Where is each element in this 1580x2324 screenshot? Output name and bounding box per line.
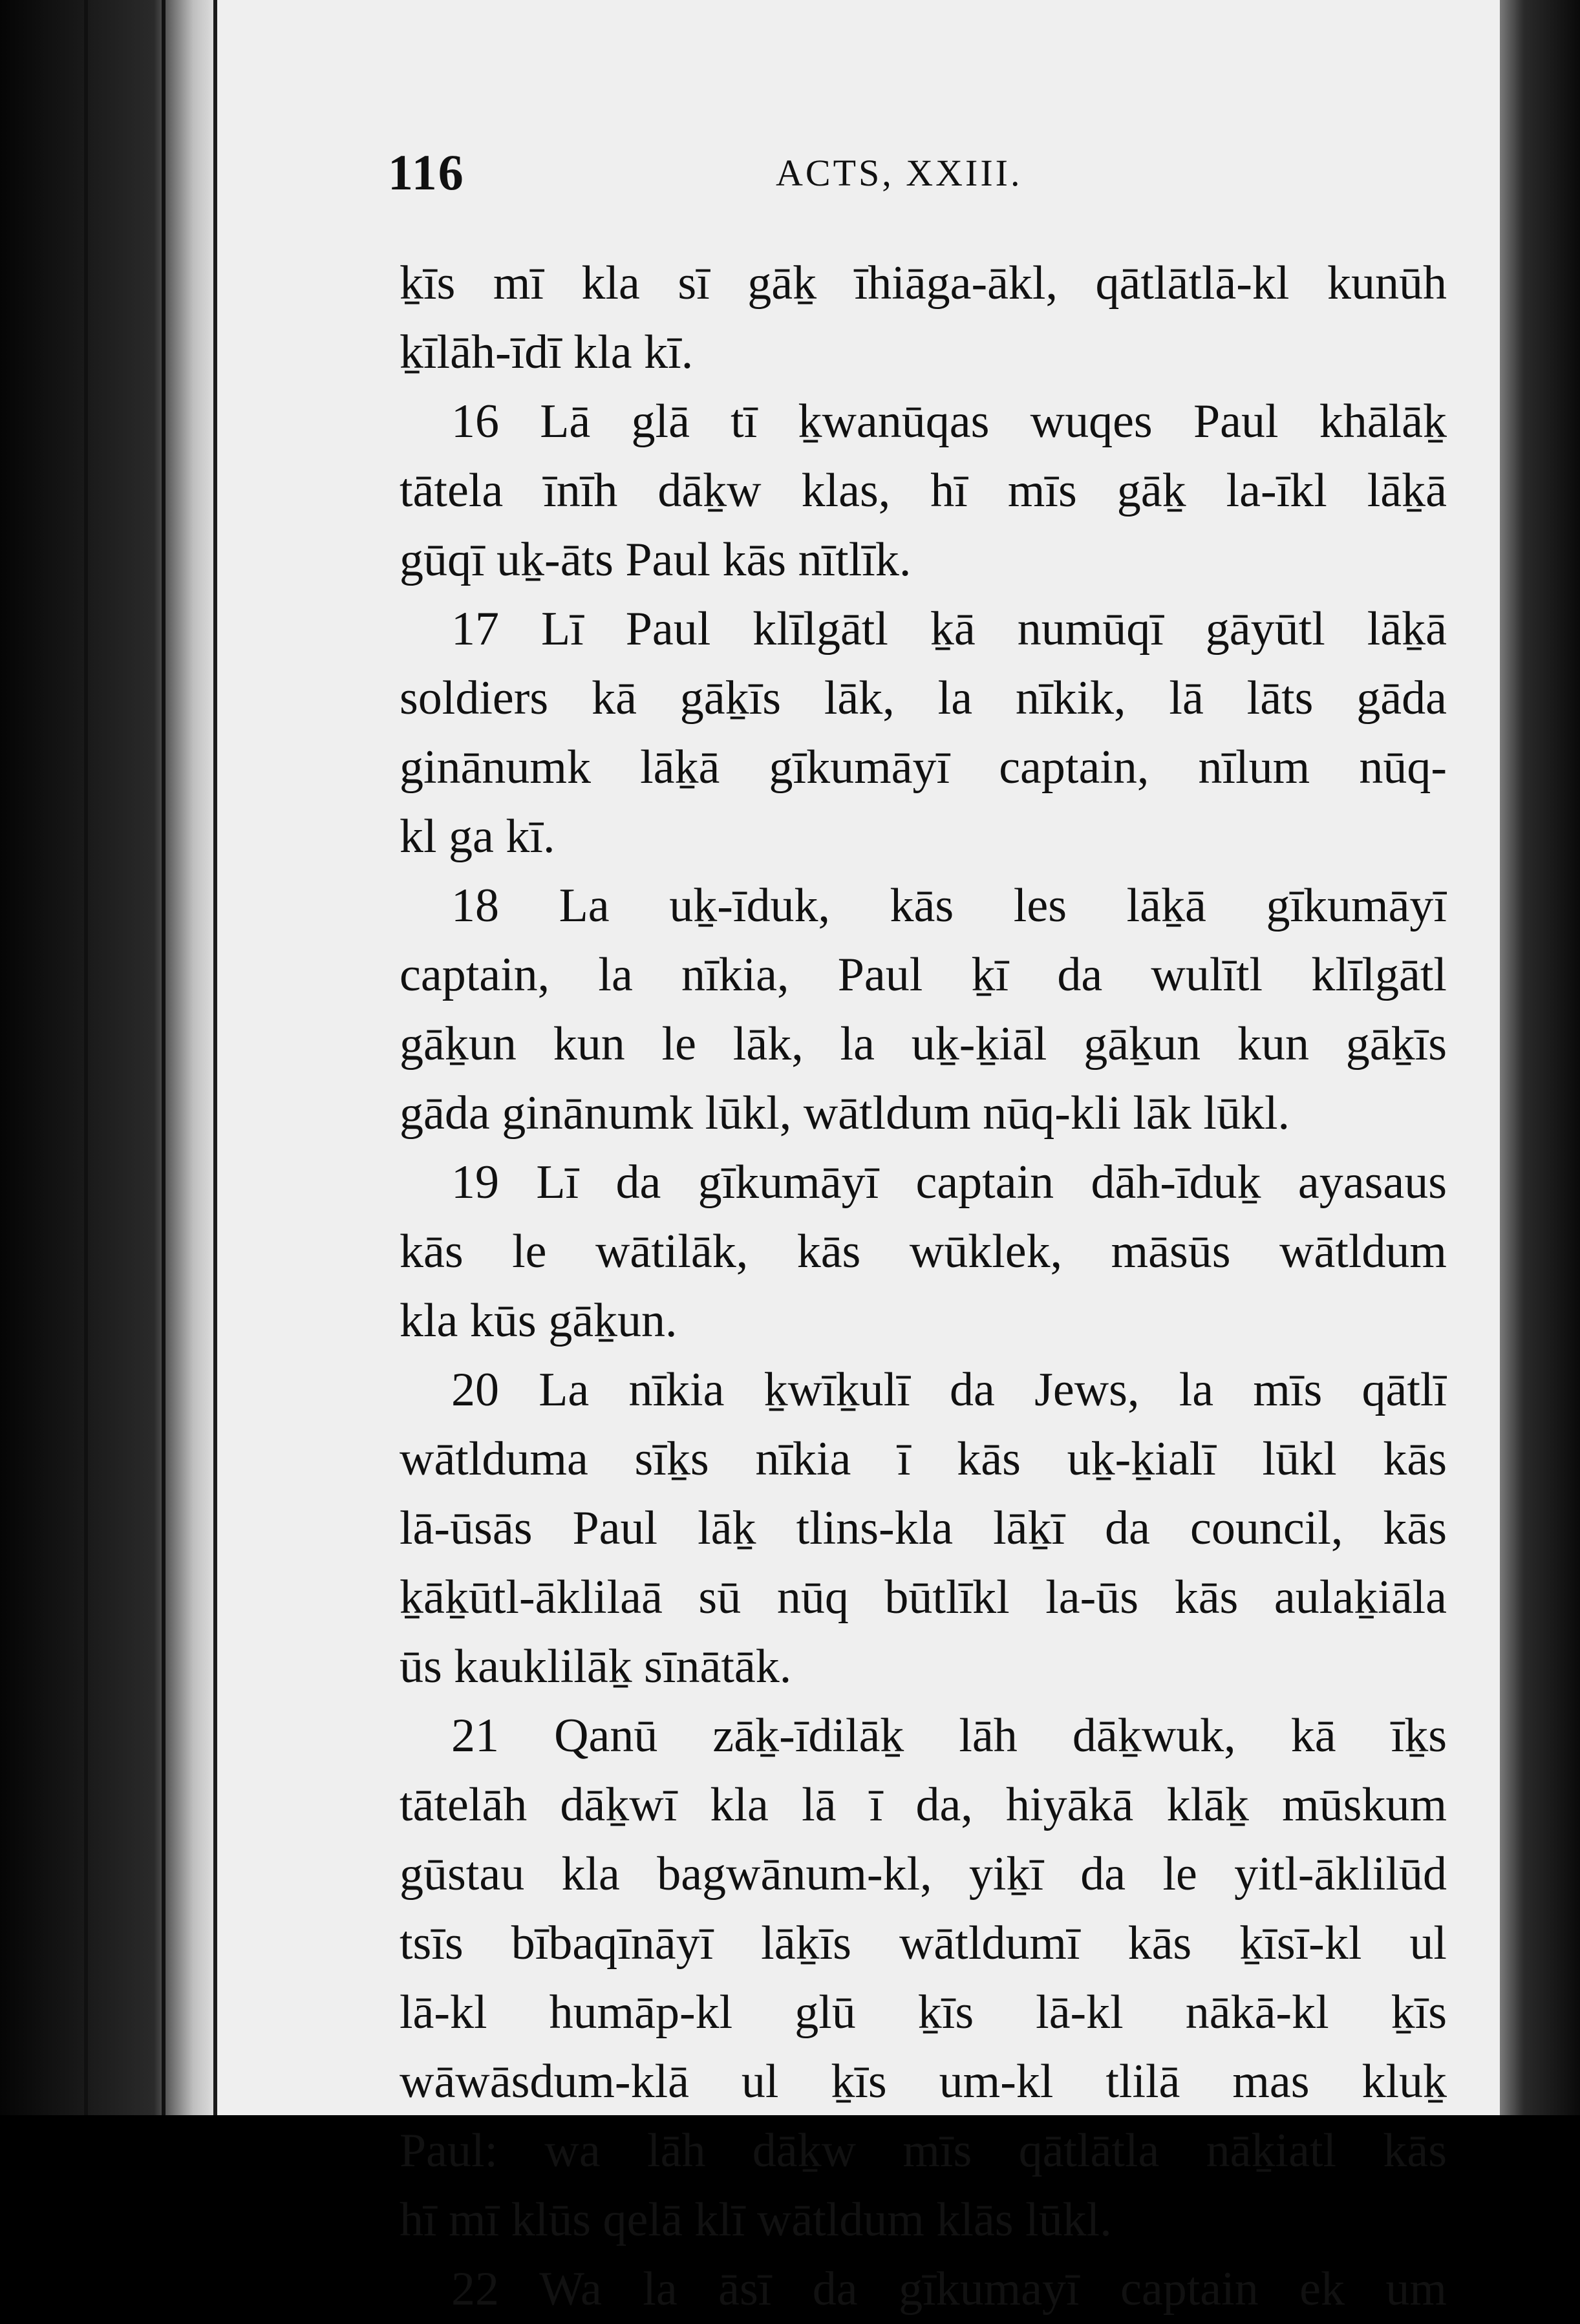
text-line: tātela īnīh dāḵw klas, hī mīs gāḵ la-īkl lāḵā: [400, 464, 1447, 517]
text-line: gāda ginānumk lūkl, wātldum nūq-kli lāk lūkl.: [400, 1087, 1290, 1140]
text-line: captain, la nīkia, Paul ḵī da wulītl klīlgātl: [400, 948, 1447, 1001]
text-line: kl ga kī.: [400, 810, 555, 863]
text-line: soldiers kā gāḵīs lāk, la nīkik, lā lāts gāda: [400, 672, 1447, 725]
text-line: ḵīlāh-īdī kla kī.: [400, 326, 694, 379]
text-line: tsīs bībaqīnāyī lāḵīs wātldumī kās ḵīsī-kl ul: [400, 1917, 1447, 1970]
text-line: wātlduma sīḵs nīkia ī kās uḵ-ḵialī lūkl kās: [400, 1433, 1447, 1486]
verse-16-line: 16 Lā glā tī ḵwanūqas wuqes Paul khālāḵ: [451, 395, 1447, 448]
verse-18-line: 18 La uḵ-īduk, kās les lāḵā gīkumāyī: [451, 879, 1447, 932]
verse-21-line: 21 Qanū zāḵ-īdilāḵ lāh dāḵwuk, kā īḵs: [451, 1709, 1447, 1762]
verse-19-line: 19 Lī da gīkumāyī captain dāh-īduḵ ayasaus: [451, 1156, 1447, 1209]
text-line: gūqī uḵ-āts Paul kās nītlīk.: [400, 533, 912, 586]
verse-text-block: [400, 249, 1447, 2324]
verse-20-line: 20 La nīkia ḵwīḵulī da Jews, la mīs qātlī: [451, 1363, 1447, 1416]
text-line: ginānumk lāḵā gīkumāyī captain, nīlum nūq-: [400, 741, 1447, 794]
book-binding: [0, 0, 220, 2115]
text-line: wāwāsdum-klā ul ḵīs um-kl tlilā mas kluḵ: [400, 2055, 1447, 2108]
text-line: kla kūs gāḵun.: [400, 1294, 678, 1347]
binding-edge-line: [162, 0, 165, 2115]
text-line: lā-kl humāp-kl glū ḵīs lā-kl nākā-kl ḵīs: [400, 1986, 1447, 2039]
verse-17-line: 17 Lī Paul klīlgātl ḵā numūqī gāyūtl lāḵā: [451, 602, 1447, 656]
text-line: Paul: wa lāh dāḵw mīs qātlātla nāḵiatl kās: [400, 2124, 1447, 2177]
text-line: ḵāḵūtl-āklilaā sū nūq būtlīkl la-ūs kās aulaḵiāla: [400, 1571, 1447, 1624]
text-line: hī mī klūs qelā klī wātldum klās lūkl.: [400, 2193, 1112, 2246]
page-header: [388, 144, 1448, 202]
binding-edge-line: [84, 0, 88, 2115]
page-number: 116: [388, 144, 465, 200]
running-head: ACTS, XXIII.: [776, 152, 1023, 194]
text-line: ḵīs mī kla sī gāḵ īhiāga-ākl, qātlātlā-kl kunūh: [400, 257, 1447, 310]
page-right-edge: [1500, 0, 1580, 2115]
text-line: tātelāh dāḵwī kla lā ī da, hiyākā klāḵ mūskum: [400, 1778, 1447, 1831]
text-line: kās le wātilāk, kās wūklek, māsūs wātldum: [400, 1225, 1447, 1278]
text-line: gāḵun kun le lāk, la uḵ-ḵiāl gāḵun kun gāḵīs: [400, 1018, 1447, 1071]
text-line: lā-ūsās Paul lāḵ tlins-kla lāḵī da council, kās: [400, 1502, 1447, 1555]
verse-22-line: 22 Wa la āsī da gīkumayī captain ek um: [451, 2263, 1447, 2316]
text-line: ūs kauklilāḵ sīnātāk.: [400, 1640, 792, 1693]
text-line: gūstau kla bagwānum-kl, yiḵī da le yitl-āklilūd: [400, 1848, 1447, 1901]
